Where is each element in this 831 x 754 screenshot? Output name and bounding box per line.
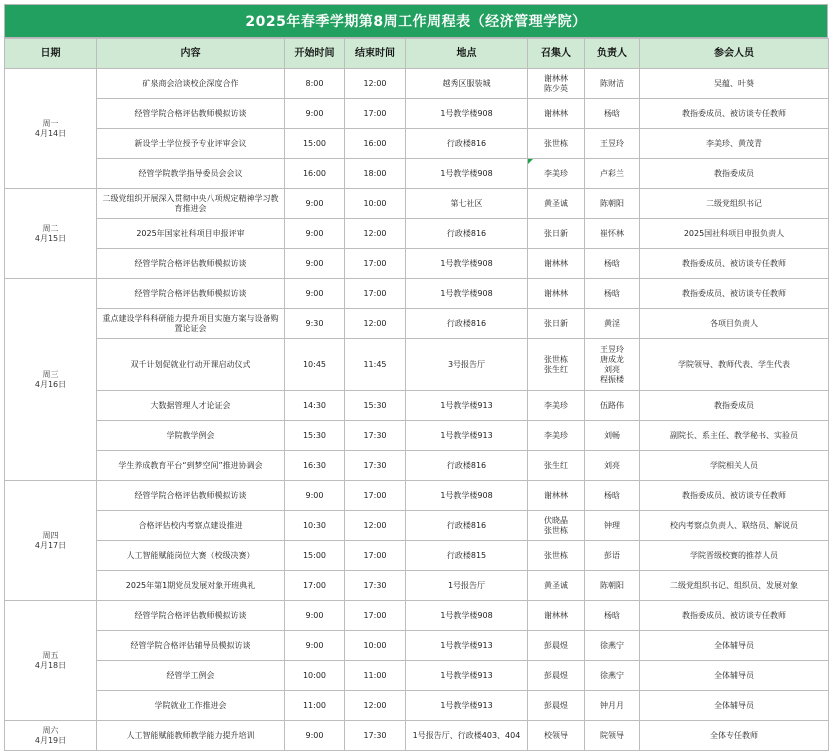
day-cell[interactable] — [5, 481, 97, 601]
table-row — [5, 601, 829, 631]
attendees-cell[interactable]: 学院领导、教师代表、学生代表 — [640, 339, 829, 391]
convener-cell-name: 伏晓晶 — [544, 515, 568, 525]
content-cell[interactable]: 经管学院合格评估教师模拟访谈 — [97, 279, 285, 309]
convener-cell[interactable] — [528, 481, 585, 511]
owner-cell-name: 卢彩兰 — [600, 168, 624, 178]
place-cell[interactable]: 行政楼816 — [406, 451, 528, 481]
header-attendees: 参会人员 — [640, 39, 829, 69]
owner-cell-name: 徐燕宁 — [600, 670, 624, 680]
convener-cell-name: 彭晨煜 — [544, 670, 568, 680]
convener-cell-name: 张世栋 — [544, 550, 568, 560]
owner-cell-name: 徐燕宁 — [600, 640, 624, 650]
end-time-cell[interactable]: 10:00 — [345, 189, 406, 219]
owner-cell[interactable] — [585, 189, 640, 219]
convener-cell-name: 黄圣诚 — [544, 198, 568, 208]
content-cell[interactable]: 2025年第1期党员发展对象开班典礼 — [97, 571, 285, 601]
place-cell[interactable]: 1号报告厅 — [406, 571, 528, 601]
content-cell[interactable]: 学院就业工作推进会 — [97, 691, 285, 721]
attendees-cell[interactable]: 各项目负责人 — [640, 309, 829, 339]
convener-cell[interactable] — [528, 631, 585, 661]
table-row — [5, 661, 829, 691]
start-time-cell[interactable]: 15:30 — [285, 421, 345, 451]
owner-cell[interactable] — [585, 309, 640, 339]
end-time-cell[interactable]: 17:00 — [345, 601, 406, 631]
convener-cell-name: 张世栋 — [544, 525, 568, 535]
content-cell[interactable]: 人工智能赋能教师教学能力提升培训 — [97, 721, 285, 751]
place-cell[interactable]: 越秀区服装城 — [406, 69, 528, 99]
attendees-cell[interactable]: 学院相关人员 — [640, 451, 829, 481]
table-row — [5, 631, 829, 661]
content-cell[interactable]: 经管学院合格评估教师模拟访谈 — [97, 249, 285, 279]
start-time-cell[interactable]: 9:00 — [285, 631, 345, 661]
convener-cell[interactable] — [528, 219, 585, 249]
attendees-cell[interactable]: 教指委成员、被访谈专任教师 — [640, 99, 829, 129]
end-time-cell[interactable]: 12:00 — [345, 511, 406, 541]
convener-cell[interactable] — [528, 99, 585, 129]
content-cell[interactable]: 合格评估校内考察点建设推进 — [97, 511, 285, 541]
convener-cell-name: 校领导 — [544, 730, 568, 740]
table-row — [5, 541, 829, 571]
table-row — [5, 339, 829, 391]
convener-cell-name: 张日新 — [544, 318, 568, 328]
owner-cell-name: 刘亮 — [604, 364, 620, 374]
content-cell[interactable]: 学院教学例会 — [97, 421, 285, 451]
table-row — [5, 279, 829, 309]
table-row — [5, 219, 829, 249]
attendees-cell[interactable]: 教指委成员 — [640, 159, 829, 189]
place-cell[interactable]: 1号教学楼913 — [406, 421, 528, 451]
start-time-cell[interactable]: 16:00 — [285, 159, 345, 189]
convener-cell-name: 谢林林 — [544, 610, 568, 620]
convener-cell-name: 张世栋 — [544, 354, 568, 364]
table-row — [5, 159, 829, 189]
content-cell[interactable]: 人工智能赋能岗位大赛（校级决赛） — [97, 541, 285, 571]
attendees-cell[interactable]: 全体辅导员 — [640, 661, 829, 691]
start-time-cell[interactable]: 11:00 — [285, 691, 345, 721]
attendees-cell[interactable]: 教指委成员、被访谈专任教师 — [640, 481, 829, 511]
owner-cell-name: 刘畅 — [604, 430, 620, 440]
end-time-cell[interactable]: 11:00 — [345, 661, 406, 691]
owner-cell[interactable] — [585, 339, 640, 391]
owner-cell[interactable] — [585, 571, 640, 601]
end-time-cell[interactable]: 11:45 — [345, 339, 406, 391]
convener-cell-name: 谢林林 — [544, 108, 568, 118]
start-time-cell[interactable]: 14:30 — [285, 391, 345, 421]
end-time-cell[interactable]: 17:30 — [345, 451, 406, 481]
table-row — [5, 129, 829, 159]
convener-cell[interactable] — [528, 721, 585, 751]
owner-cell[interactable] — [585, 219, 640, 249]
owner-cell-name: 刘亮 — [604, 460, 620, 470]
owner-cell[interactable] — [585, 481, 640, 511]
owner-cell[interactable] — [585, 631, 640, 661]
convener-cell-name: 谢林林 — [544, 490, 568, 500]
place-cell[interactable]: 3号报告厅 — [406, 339, 528, 391]
convener-cell-name: 张生红 — [544, 460, 568, 470]
content-cell[interactable]: 大数据管理人才论证会 — [97, 391, 285, 421]
header-start-time: 开始时间 — [285, 39, 345, 69]
start-time-cell[interactable]: 10:00 — [285, 661, 345, 691]
header-convener: 召集人 — [528, 39, 585, 69]
place-cell[interactable]: 1号教学楼908 — [406, 159, 528, 189]
content-cell[interactable]: 2025年国家社科项目申报评审 — [97, 219, 285, 249]
owner-cell-name: 伍路伟 — [600, 400, 624, 410]
place-cell[interactable]: 行政楼816 — [406, 309, 528, 339]
place-cell[interactable]: 1号报告厅、行政楼403、404 — [406, 721, 528, 751]
attendees-cell[interactable]: 李美珍、黄茂青 — [640, 129, 829, 159]
day-cell[interactable] — [5, 279, 97, 481]
convener-cell[interactable] — [528, 279, 585, 309]
content-cell[interactable]: 二级党组织开展深入贯彻中央八项规定精神学习教育推进会 — [97, 189, 285, 219]
place-cell[interactable]: 1号教学楼913 — [406, 631, 528, 661]
attendees-cell[interactable]: 吴蕴、叶葵 — [640, 69, 829, 99]
content-cell[interactable]: 经管学院合格评估教师模拟访谈 — [97, 481, 285, 511]
start-time-cell[interactable]: 9:30 — [285, 309, 345, 339]
place-cell[interactable]: 1号教学楼913 — [406, 391, 528, 421]
owner-cell-name: 王昱玲 — [600, 344, 624, 354]
owner-cell-name: 杨晗 — [604, 258, 620, 268]
date-label: 4月18日 — [34, 660, 67, 670]
content-cell[interactable]: 重点建设学科科研能力提升项目实施方案与设备购置论证会 — [97, 309, 285, 339]
start-time-cell[interactable]: 9:00 — [285, 219, 345, 249]
schedule-body — [5, 69, 829, 751]
end-time-cell[interactable]: 17:00 — [345, 99, 406, 129]
owner-cell[interactable] — [585, 601, 640, 631]
attendees-cell[interactable]: 全体专任教师 — [640, 721, 829, 751]
content-cell[interactable]: 学生养成教育平台“到梦空间”推进协调会 — [97, 451, 285, 481]
convener-cell[interactable] — [528, 451, 585, 481]
weekday-label: 周二 — [42, 223, 59, 233]
table-row — [5, 451, 829, 481]
start-time-cell[interactable]: 16:30 — [285, 451, 345, 481]
owner-cell[interactable] — [585, 691, 640, 721]
end-time-cell[interactable]: 17:00 — [345, 249, 406, 279]
convener-cell-name: 李美珍 — [544, 168, 568, 178]
owner-cell-name: 陈财洁 — [600, 78, 624, 88]
header-content: 内容 — [97, 39, 285, 69]
owner-cell-name: 钟月月 — [600, 700, 624, 710]
table-row — [5, 391, 829, 421]
content-cell[interactable]: 经管学院合格评估教师模拟访谈 — [97, 601, 285, 631]
date-label: 4月14日 — [34, 128, 67, 138]
owner-cell-name: 王昱玲 — [600, 138, 624, 148]
convener-cell[interactable] — [528, 421, 585, 451]
table-row — [5, 189, 829, 219]
table-row — [5, 481, 829, 511]
header-place: 地点 — [406, 39, 528, 69]
convener-cell[interactable] — [528, 159, 585, 189]
place-cell[interactable]: 1号教学楼908 — [406, 481, 528, 511]
owner-cell[interactable] — [585, 661, 640, 691]
owner-cell-name: 程振楼 — [600, 374, 624, 384]
convener-cell[interactable] — [528, 189, 585, 219]
owner-cell-name: 唐成龙 — [600, 354, 624, 364]
convener-cell-name: 谢林林 — [544, 73, 568, 83]
start-time-cell[interactable]: 15:00 — [285, 129, 345, 159]
schedule-table — [4, 38, 829, 751]
convener-cell-name: 张生红 — [544, 364, 568, 374]
place-cell[interactable]: 1号教学楼908 — [406, 249, 528, 279]
convener-cell[interactable] — [528, 691, 585, 721]
date-label: 4月15日 — [34, 233, 67, 243]
place-cell[interactable]: 1号教学楼908 — [406, 601, 528, 631]
table-row — [5, 99, 829, 129]
place-cell[interactable]: 行政楼816 — [406, 219, 528, 249]
owner-cell[interactable] — [585, 421, 640, 451]
weekday-label: 周一 — [42, 118, 59, 128]
owner-cell-name: 彭语 — [604, 550, 620, 560]
attendees-cell[interactable]: 二级党组织书记、组织员、发展对象 — [640, 571, 829, 601]
convener-cell-name: 谢林林 — [544, 258, 568, 268]
weekday-label: 周六 — [42, 725, 59, 735]
place-cell[interactable]: 1号教学楼913 — [406, 661, 528, 691]
end-time-cell[interactable]: 17:00 — [345, 541, 406, 571]
header-end-time: 结束时间 — [345, 39, 406, 69]
place-cell[interactable]: 1号教学楼908 — [406, 99, 528, 129]
table-row — [5, 69, 829, 99]
convener-cell[interactable] — [528, 541, 585, 571]
table-row — [5, 249, 829, 279]
end-time-cell[interactable]: 17:30 — [345, 421, 406, 451]
owner-cell-name: 黄淫 — [604, 318, 620, 328]
table-row — [5, 511, 829, 541]
owner-cell-name: 钟理 — [604, 520, 620, 530]
content-cell[interactable]: 矿泉商会洽谈校企深度合作 — [97, 69, 285, 99]
convener-cell[interactable] — [528, 391, 585, 421]
date-label: 4月19日 — [34, 735, 67, 745]
owner-cell[interactable] — [585, 279, 640, 309]
attendees-cell[interactable]: 二级党组织书记 — [640, 189, 829, 219]
table-row — [5, 421, 829, 451]
start-time-cell[interactable]: 9:00 — [285, 249, 345, 279]
convener-cell[interactable] — [528, 309, 585, 339]
table-row — [5, 309, 829, 339]
content-cell[interactable]: 经管学院合格评估教师模拟访谈 — [97, 99, 285, 129]
end-time-cell[interactable]: 17:00 — [345, 279, 406, 309]
table-row — [5, 691, 829, 721]
convener-cell[interactable] — [528, 661, 585, 691]
owner-cell[interactable] — [585, 511, 640, 541]
attendees-cell[interactable]: 全体辅导员 — [640, 631, 829, 661]
owner-cell-name: 杨晗 — [604, 610, 620, 620]
weekday-label: 周五 — [42, 650, 59, 660]
convener-cell[interactable] — [528, 249, 585, 279]
start-time-cell[interactable]: 9:00 — [285, 279, 345, 309]
end-time-cell[interactable]: 12:00 — [345, 309, 406, 339]
date-label: 4月17日 — [34, 540, 67, 550]
end-time-cell[interactable]: 15:30 — [345, 391, 406, 421]
convener-cell-name: 张世栋 — [544, 138, 568, 148]
convener-cell-name: 张日新 — [544, 228, 568, 238]
owner-cell[interactable] — [585, 721, 640, 751]
start-time-cell[interactable]: 9:00 — [285, 481, 345, 511]
owner-cell-name: 杨晗 — [604, 288, 620, 298]
attendees-cell[interactable]: 校内考察点负责人、联络员、解说员 — [640, 511, 829, 541]
convener-cell-name: 李美珍 — [544, 430, 568, 440]
start-time-cell[interactable]: 17:00 — [285, 571, 345, 601]
start-time-cell[interactable]: 10:45 — [285, 339, 345, 391]
owner-cell-name: 杨晗 — [604, 108, 620, 118]
end-time-cell[interactable]: 12:00 — [345, 219, 406, 249]
weekday-label: 周三 — [42, 369, 59, 379]
end-time-cell[interactable]: 12:00 — [345, 691, 406, 721]
convener-cell-name: 彭晨煜 — [544, 700, 568, 710]
end-time-cell[interactable]: 12:00 — [345, 69, 406, 99]
convener-cell[interactable] — [528, 339, 585, 391]
convener-cell[interactable] — [528, 571, 585, 601]
start-time-cell[interactable]: 9:00 — [285, 99, 345, 129]
place-cell[interactable]: 行政楼816 — [406, 129, 528, 159]
owner-cell-name: 崔怀林 — [600, 228, 624, 238]
header-row — [5, 39, 829, 69]
place-cell[interactable]: 行政楼816 — [406, 511, 528, 541]
owner-cell[interactable] — [585, 541, 640, 571]
end-time-cell[interactable]: 17:30 — [345, 571, 406, 601]
attendees-cell[interactable]: 副院长、系主任、教学秘书、实验员 — [640, 421, 829, 451]
date-label: 4月16日 — [34, 379, 67, 389]
owner-cell-name: 院领导 — [600, 730, 624, 740]
start-time-cell[interactable]: 9:00 — [285, 189, 345, 219]
start-time-cell[interactable]: 9:00 — [285, 721, 345, 751]
owner-cell[interactable] — [585, 69, 640, 99]
owner-cell-name: 陈朝阳 — [600, 198, 624, 208]
day-cell[interactable] — [5, 601, 97, 721]
place-cell[interactable]: 行政楼815 — [406, 541, 528, 571]
convener-cell-name: 谢林林 — [544, 288, 568, 298]
owner-cell[interactable] — [585, 129, 640, 159]
weekday-label: 周四 — [42, 530, 59, 540]
attendees-cell[interactable]: 学院晋级校赛的推荐人员 — [640, 541, 829, 571]
owner-cell[interactable] — [585, 391, 640, 421]
place-cell[interactable]: 1号教学楼913 — [406, 691, 528, 721]
convener-cell-name: 彭晨煜 — [544, 640, 568, 650]
place-cell[interactable]: 第七社区 — [406, 189, 528, 219]
owner-cell-name: 杨晗 — [604, 490, 620, 500]
table-row — [5, 721, 829, 751]
start-time-cell[interactable]: 10:30 — [285, 511, 345, 541]
owner-cell[interactable] — [585, 159, 640, 189]
attendees-cell[interactable]: 教指委成员 — [640, 391, 829, 421]
end-time-cell[interactable]: 10:00 — [345, 631, 406, 661]
attendees-cell[interactable]: 教指委成员、被访谈专任教师 — [640, 601, 829, 631]
attendees-cell[interactable]: 教指委成员、被访谈专任教师 — [640, 249, 829, 279]
day-cell[interactable] — [5, 189, 97, 279]
table-row — [5, 571, 829, 601]
content-cell[interactable]: 经管学院合格评估辅导员模拟访谈 — [97, 631, 285, 661]
attendees-cell[interactable]: 2025国社科项目申报负责人 — [640, 219, 829, 249]
end-time-cell[interactable]: 18:00 — [345, 159, 406, 189]
end-time-cell[interactable]: 17:00 — [345, 481, 406, 511]
attendees-cell[interactable]: 教指委成员、被访谈专任教师 — [640, 279, 829, 309]
owner-cell[interactable] — [585, 99, 640, 129]
convener-cell[interactable] — [528, 601, 585, 631]
start-time-cell[interactable]: 8:00 — [285, 69, 345, 99]
convener-cell[interactable] — [528, 511, 585, 541]
day-cell[interactable] — [5, 721, 97, 751]
end-time-cell[interactable]: 16:00 — [345, 129, 406, 159]
header-owner: 负责人 — [585, 39, 640, 69]
owner-cell[interactable] — [585, 249, 640, 279]
start-time-cell[interactable]: 9:00 — [285, 601, 345, 631]
convener-cell-name: 李美珍 — [544, 400, 568, 410]
attendees-cell[interactable]: 全体辅导员 — [640, 691, 829, 721]
convener-cell[interactable] — [528, 69, 585, 99]
day-cell[interactable] — [5, 69, 97, 189]
convener-cell-name: 黄圣诚 — [544, 580, 568, 590]
content-cell[interactable]: 经管学工例会 — [97, 661, 285, 691]
place-cell[interactable]: 1号教学楼908 — [406, 279, 528, 309]
owner-cell[interactable] — [585, 451, 640, 481]
start-time-cell[interactable]: 15:00 — [285, 541, 345, 571]
end-time-cell[interactable]: 17:30 — [345, 721, 406, 751]
owner-cell-name: 陈朝阳 — [600, 580, 624, 590]
content-cell[interactable]: 双千计划促就业行动开课启动仪式 — [97, 339, 285, 391]
convener-cell[interactable] — [528, 129, 585, 159]
convener-cell-name: 陈少英 — [544, 83, 568, 93]
content-cell[interactable]: 经管学院教学指导委员会会议 — [97, 159, 285, 189]
header-date: 日期 — [5, 39, 97, 69]
content-cell[interactable]: 新设学士学位授予专业评审会议 — [97, 129, 285, 159]
sheet-title: 2025年春季学期第8周工作周程表（经济管理学院） — [4, 4, 828, 38]
